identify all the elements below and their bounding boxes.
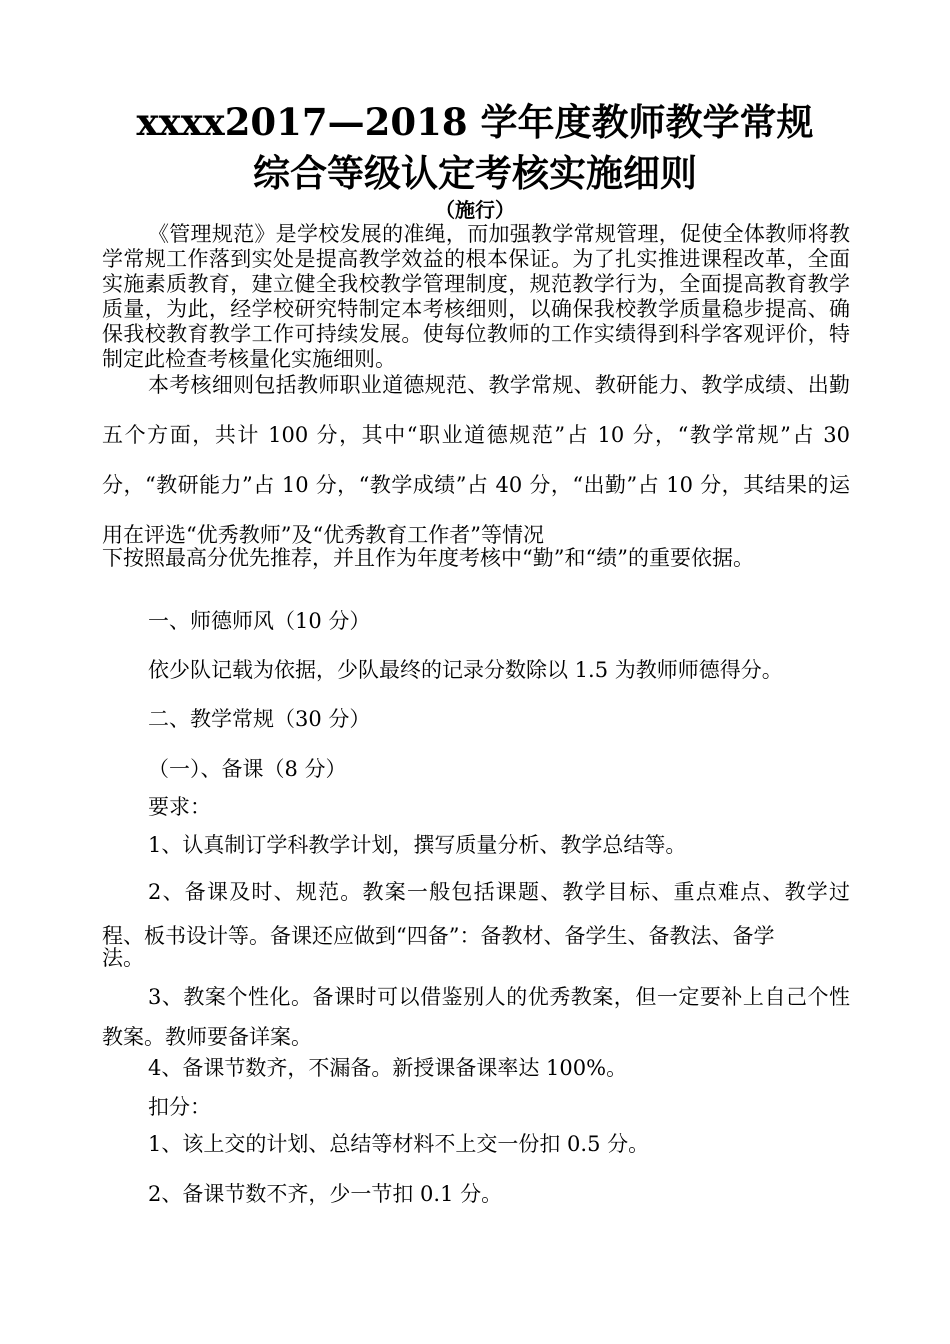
requirement-2-part-2: 法。 (102, 946, 144, 970)
document-title-line-1: xxxx2017—2018 学年度教师教学常规 (136, 100, 814, 144)
deduction-1: 1、该上交的计划、总结等材料不上交一份扣 0.5 分。 (148, 1132, 650, 1156)
scope-paragraph-first-line (102, 372, 850, 547)
requirement-1: 1、认真制订学科教学计划，撰写质量分析、教学总结等。 (148, 833, 687, 857)
section-2-heading: 二、教学常规（30 分） (148, 707, 371, 731)
requirements-label: 要求： (148, 795, 211, 819)
section-1-text: 依少队记载为依据，少队最终的记录分数除以 1.5 为教师师德得分。 (148, 658, 783, 682)
scope-paragraph-part-2: 下按照最高分优先推荐，并且作为年度考核中“勤”和“绩”的重要依据。 (102, 546, 754, 570)
scope-paragraph-part-1: 本考核细则包括教师职业道德规范、教学常规、教研能力、教学成绩、出勤五个方面，共计 100 分，其中“职业道德规范”占 10 分，“教学常规”占 30 分，“教研能力”占 10 分，“教学成绩”占 40 分，“出勤”占 10 分，其结果的运用在评选“优秀教师”及“优秀教育工作者”等情况 (102, 373, 850, 547)
intro-paragraph: 《管理规范》是学校发展的准绳，而加强教学常规管理，促使全体教师将教学常规工作落到实处是提高教学效益的根本保证。为了扎实推进课程改革，全面实施素质教育，建立健全我校教学管理制度，规范教学行为，全面提高教育教学质量，为此，经学校研究特制定本考核细则，以确保我校教学质量稳步提高、确保我校教育教学工作可持续发展。使每位教师的工作实绩得到科学客观评价，特制定此检查考核量化实施细则。 (102, 222, 850, 371)
subsection-1-heading: （一）、备课（8 分） (148, 757, 347, 781)
deduction-2: 2、备课节数不齐，少一节扣 0.1 分。 (148, 1182, 503, 1206)
document-title-line-2: 综合等级认定考核实施细则 (253, 151, 697, 195)
requirement-2-part-1: 2、备课及时、规范。教案一般包括课题、教学目标、重点难点、教学过程、板书设计等。备课还应做到“四备”：备教材、备学生、备教法、备学 (102, 880, 850, 948)
deduction-label: 扣分： (148, 1095, 211, 1119)
requirement-3: 3、教案个性化。备课时可以借鉴别人的优秀教案，但一定要补上自己个性教案。教师要备详案。 (102, 985, 850, 1049)
requirement-4: 4、备课节数齐，不漏备。新授课备课率达 100%。 (148, 1056, 628, 1080)
section-1-heading: 一、师德师风（10 分） (148, 609, 371, 633)
document-subtitle: （施行） (435, 198, 515, 222)
